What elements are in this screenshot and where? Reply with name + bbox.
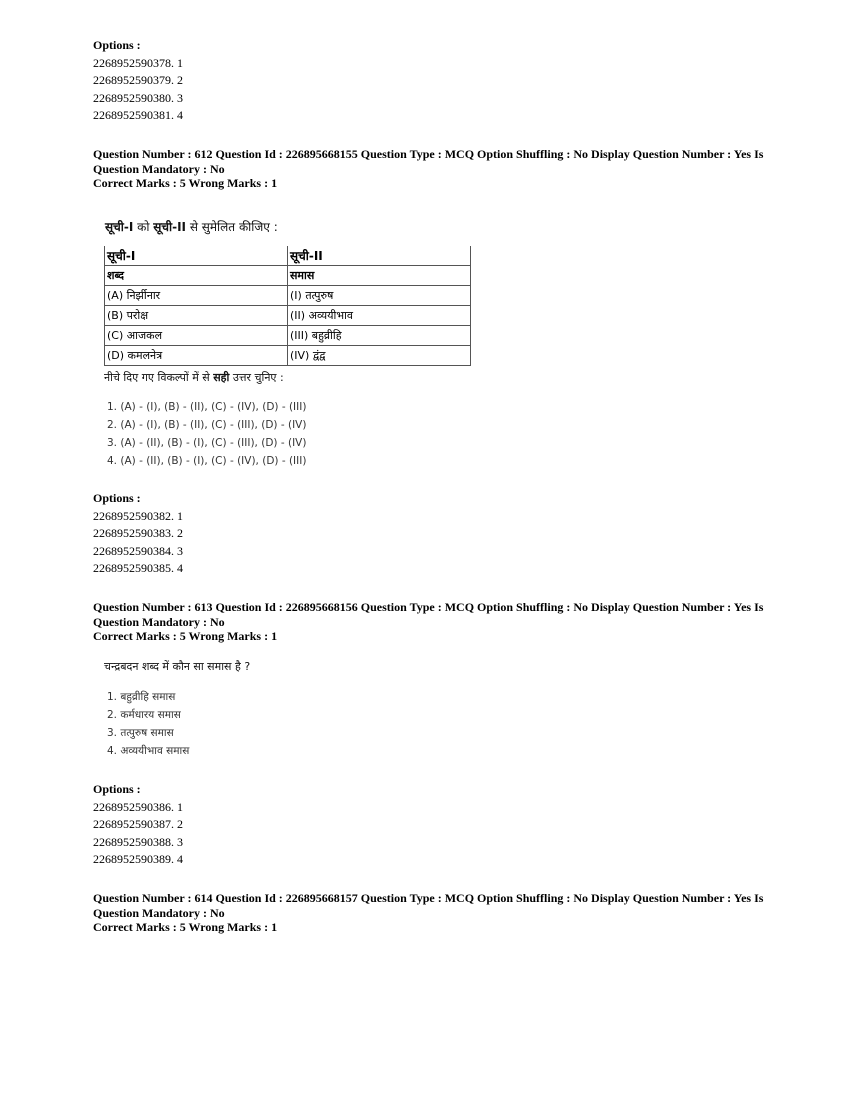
- table-cell: (C) आजकल: [105, 326, 288, 346]
- table-row: [105, 286, 471, 306]
- table-cell: (D) कमलनेत्र: [105, 346, 288, 366]
- question-612-prompt: [105, 218, 278, 235]
- options-block-612: [93, 490, 183, 578]
- table-row: [105, 346, 471, 366]
- question-mandatory: Question Mandatory : No: [93, 905, 225, 920]
- question-marks: Correct Marks : 5 Wrong Marks : 1: [93, 176, 278, 190]
- answer-choice: 4. (A) - (II), (B) - (I), (C) - (IV), (D) - (III): [107, 455, 307, 467]
- options-block-prev: [93, 37, 183, 125]
- prompt-text: को: [133, 220, 154, 234]
- answer-choice: 2. (A) - (I), (B) - (II), (C) - (III), (D) - (IV): [107, 419, 307, 431]
- instruction-emphasis: सही: [213, 371, 230, 384]
- option-id: 2268952590388. 3: [93, 834, 183, 849]
- question-meta-line: Question Number : 613 Question Id : 226895668156 Question Type : MCQ Option Shuffling : No Display Question Number : Yes Is: [93, 600, 764, 614]
- prompt-list2: सूची-II: [153, 220, 187, 234]
- table-cell: (I) तत्पुरुष: [288, 286, 471, 306]
- question-614-header: [93, 891, 773, 935]
- options-label: Options :: [93, 782, 141, 796]
- answer-choice: 1. बहुव्रीहि समास: [107, 691, 176, 703]
- instruction-text: [104, 370, 284, 385]
- option-id: 2268952590378. 1: [93, 55, 183, 70]
- options-block-613: [93, 781, 183, 869]
- option-id: 2268952590381. 4: [93, 108, 183, 122]
- question-meta-line: Question Number : 612 Question Id : 226895668155 Question Type : MCQ Option Shuffling : No Display Question Number : Yes Is: [93, 147, 764, 161]
- table-header-list2: सूची-II: [288, 246, 471, 266]
- table-cell: (IV) द्वंद्व: [288, 346, 471, 366]
- option-id: 2268952590383. 2: [93, 526, 183, 540]
- answer-choice: 1. (A) - (I), (B) - (II), (C) - (IV), (D) - (III): [107, 401, 307, 413]
- options-label: Options :: [93, 491, 141, 505]
- instruction-part: नीचे दिए गए विकल्पों में से: [104, 371, 214, 384]
- option-id: 2268952590389. 4: [93, 852, 183, 866]
- options-label: Options :: [93, 38, 141, 52]
- option-id: 2268952590385. 4: [93, 561, 183, 575]
- option-id: 2268952590382. 1: [93, 508, 183, 523]
- option-id: 2268952590386. 1: [93, 799, 183, 814]
- table-cell: (A) निर्झीनार: [105, 286, 288, 306]
- table-cell: (II) अव्ययीभाव: [288, 306, 471, 326]
- answer-choice: 2. कर्मधारय समास: [107, 709, 181, 721]
- option-id: 2268952590379. 2: [93, 73, 183, 87]
- question-mandatory: Question Mandatory : No: [93, 614, 225, 629]
- question-613-header: [93, 600, 773, 644]
- answer-choice: 4. अव्ययीभाव समास: [107, 745, 190, 757]
- table-row: [105, 326, 471, 346]
- question-612-answers: [107, 398, 306, 470]
- table-row: [105, 306, 471, 326]
- table-subheader-word: शब्द: [105, 266, 288, 286]
- question-mandatory: Question Mandatory : No: [93, 161, 225, 176]
- option-id: 2268952590380. 3: [93, 90, 183, 105]
- answer-choice: 3. (A) - (II), (B) - (I), (C) - (III), (D) - (IV): [107, 437, 307, 449]
- question-612-header: [93, 147, 773, 191]
- table-cell: (B) परोक्ष: [105, 306, 288, 326]
- match-table: [104, 246, 471, 366]
- question-meta-line: Question Number : 614 Question Id : 226895668157 Question Type : MCQ Option Shuffling : No Display Question Number : Yes Is: [93, 891, 764, 905]
- instruction-part: उत्तर चुनिए :: [229, 371, 284, 384]
- table-header-list1: सूची-I: [105, 246, 288, 266]
- option-id: 2268952590387. 2: [93, 817, 183, 831]
- question-613-prompt: चन्द्रबदन शब्द में कौन सा समास है ?: [104, 660, 251, 673]
- answer-choice: 3. तत्पुरुष समास: [107, 727, 174, 739]
- question-marks: Correct Marks : 5 Wrong Marks : 1: [93, 629, 278, 643]
- prompt-list1: सूची-I: [105, 220, 134, 234]
- prompt-text: से सुमेलित कीजिए :: [186, 220, 278, 234]
- table-subheader-samas: समास: [288, 266, 471, 286]
- table-cell: (III) बहुव्रीहि: [288, 326, 471, 346]
- question-613-answers: [107, 688, 189, 760]
- option-id: 2268952590384. 3: [93, 543, 183, 558]
- question-marks: Correct Marks : 5 Wrong Marks : 1: [93, 920, 278, 934]
